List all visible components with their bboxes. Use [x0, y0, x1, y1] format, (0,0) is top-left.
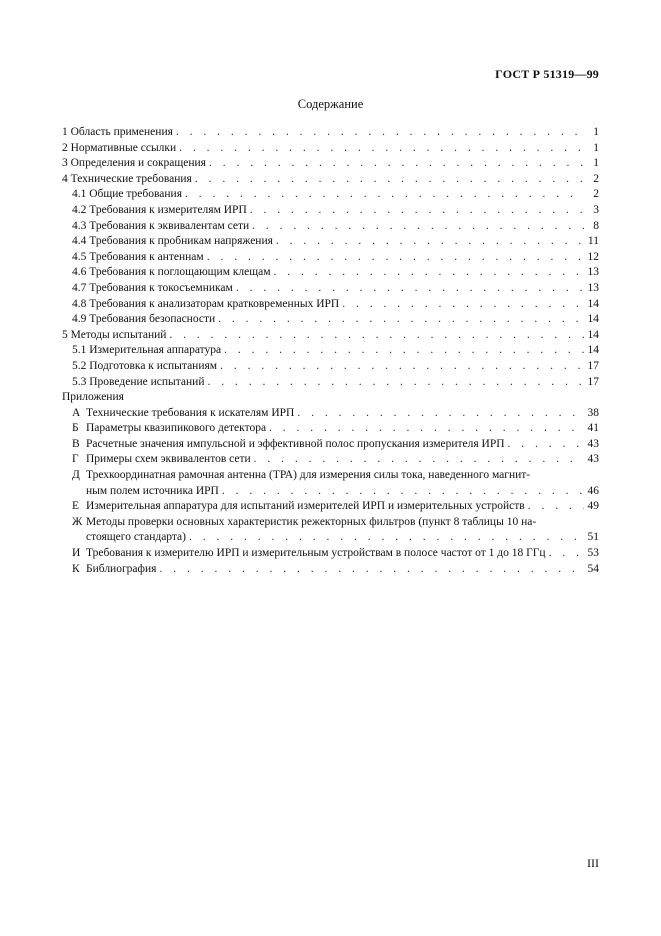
toc-leader-dots — [208, 375, 585, 391]
toc-entry-page: 13 — [587, 266, 599, 279]
appendix-title-line: стоящего стандарта) — [86, 531, 186, 544]
appendix-page: 51 — [587, 531, 599, 544]
toc-entry-title: 5.1 Измерительная аппаратура — [72, 344, 222, 357]
appendix-letter: И — [72, 547, 81, 560]
appendix-title-line: Технические требования к искателям ИРП — [86, 406, 295, 419]
toc-entry-title: 4.6 Требования к поглощающим клещам — [72, 266, 271, 279]
toc-entry-page: 1 — [593, 141, 599, 154]
toc-entry-page: 11 — [587, 235, 599, 248]
toc-leader-dots — [549, 546, 584, 562]
toc-entry-title: 4 Технические требования — [62, 172, 192, 185]
toc-entry[interactable] — [62, 172, 599, 188]
standard-designation: ГОСТ Р 51319—99 — [495, 67, 599, 81]
toc-entry[interactable] — [62, 343, 599, 359]
toc-entry[interactable] — [62, 281, 599, 297]
appendix-letter: К — [72, 562, 80, 575]
appendix-letter: А — [72, 406, 81, 419]
toc-entry[interactable] — [62, 359, 599, 375]
toc-entry-title: 5.3 Проведение испытаний — [72, 375, 205, 388]
toc-entry[interactable] — [62, 156, 599, 172]
toc-leader-dots — [250, 203, 584, 219]
toc-leader-dots — [274, 265, 584, 281]
toc-entry-title: 4.1 Общие требования — [72, 188, 182, 201]
appendix-heading-text: Приложения — [62, 391, 124, 404]
toc-leader-dots — [169, 328, 584, 344]
appendix-entry[interactable] — [62, 515, 599, 531]
appendix-entry[interactable] — [62, 452, 599, 468]
toc-entry-title: 4.3 Требования к эквивалентам сети — [72, 219, 250, 232]
appendix-title-line: Методы проверки основных характеристик режекторных фильтров (пункт 8 таблицы 10 на- — [86, 515, 537, 528]
toc-entry-page: 1 — [593, 126, 599, 138]
appendix-entry[interactable] — [62, 437, 599, 453]
appendix-letter: Б — [72, 422, 79, 435]
toc-entry[interactable] — [62, 187, 599, 203]
toc-entry[interactable] — [62, 234, 599, 250]
toc-entry-title: 5.2 Подготовка к испытаниям — [72, 359, 218, 372]
toc-entry[interactable] — [62, 375, 599, 391]
toc-entry[interactable] — [62, 203, 599, 219]
toc-entry-title: 4.4 Требования к пробникам напряжения — [72, 235, 273, 248]
toc-leader-dots — [222, 484, 584, 500]
toc-entry[interactable] — [62, 328, 599, 344]
appendix-title-line: ным полем источника ИРП — [86, 484, 219, 497]
appendix-title-line: Измерительная аппаратура для испытаний измерителей ИРП и измерительных устройств — [86, 500, 525, 513]
appendix-page: 46 — [587, 484, 599, 497]
toc-leader-dots — [252, 219, 584, 235]
toc-leader-dots — [508, 437, 584, 453]
toc-leader-dots — [276, 234, 584, 250]
appendix-entry[interactable] — [62, 421, 599, 437]
toc-entry-title: 1 Область применения — [62, 126, 173, 138]
appendix-entry-continuation[interactable] — [62, 530, 599, 546]
toc-entry-title: 4.7 Требования к токосъемникам — [72, 281, 233, 294]
appendix-letter: В — [72, 437, 80, 450]
appendix-letter: Г — [72, 453, 79, 466]
appendix-page: 43 — [587, 437, 599, 450]
appendix-entry[interactable] — [62, 499, 599, 515]
toc-title: Содержание — [297, 97, 364, 111]
toc-entry-page: 17 — [587, 359, 599, 372]
appendix-title-line: Расчетные значения импульсной и эффективной полос пропускания измерителя ИРП — [86, 437, 505, 450]
appendix-entry[interactable] — [62, 406, 599, 422]
appendix-page: 53 — [587, 547, 599, 560]
appendix-letter: Д — [72, 469, 80, 482]
toc-leader-dots — [218, 312, 584, 328]
toc-entry-title: 4.5 Требования к антеннам — [72, 250, 204, 263]
appendix-title-line: Требования к измерителю ИРП и измерительным устройствам в полосе частот от 1 до 18 ГГц — [86, 547, 546, 560]
toc-entry[interactable] — [62, 250, 599, 266]
appendix-heading — [62, 390, 599, 406]
toc-leader-dots — [269, 421, 584, 437]
toc-leader-dots — [254, 452, 584, 468]
toc-leader-dots — [159, 562, 584, 578]
toc-entry-title: 4.2 Требования к измерителям ИРП — [72, 203, 247, 216]
toc-leader-dots — [209, 156, 584, 172]
toc-leader-dots — [224, 343, 584, 359]
toc-entry-title: 4.8 Требования к анализаторам кратковременных ИРП — [72, 297, 340, 310]
toc-leader-dots — [189, 530, 584, 546]
appendix-entry[interactable] — [62, 562, 599, 578]
toc-leader-dots — [195, 172, 584, 188]
toc-entry-page: 14 — [587, 328, 599, 341]
toc-leader-dots — [297, 406, 584, 422]
toc-entry[interactable] — [62, 125, 599, 141]
appendix-page: 54 — [587, 562, 599, 575]
toc-entry-page: 1 — [593, 157, 599, 170]
appendix-letter: Ж — [72, 515, 83, 528]
toc-entry[interactable] — [62, 219, 599, 235]
toc-entry-title: 3 Определения и сокращения — [62, 157, 206, 170]
toc-leader-dots — [176, 125, 584, 141]
toc-entry-page: 2 — [593, 188, 599, 201]
toc-entry-page: 13 — [587, 281, 599, 294]
appendix-entry[interactable] — [62, 546, 599, 562]
toc-entry-page: 3 — [593, 203, 599, 216]
toc-leader-dots — [179, 141, 584, 157]
appendix-entry[interactable] — [62, 468, 599, 484]
toc-entry[interactable] — [62, 297, 599, 313]
toc-entry[interactable] — [62, 312, 599, 328]
toc-leader-dots — [220, 359, 584, 375]
toc-entry-page: 2 — [593, 172, 599, 185]
toc-leader-dots — [185, 187, 584, 203]
table-of-contents — [62, 125, 599, 577]
toc-entry-page: 14 — [587, 313, 599, 326]
appendix-title-line: Библиография — [86, 562, 157, 575]
toc-leader-dots — [342, 297, 584, 313]
toc-leader-dots — [236, 281, 584, 297]
appendix-entry-continuation[interactable] — [62, 484, 599, 500]
toc-entry-page: 17 — [587, 375, 599, 388]
appendix-page: 49 — [587, 500, 599, 513]
toc-leader-dots — [207, 250, 584, 266]
appendix-title-line: Примеры схем эквивалентов сети — [86, 453, 251, 466]
toc-entry-title: 4.9 Требования безопасности — [72, 313, 216, 326]
page-number: III — [587, 856, 599, 870]
toc-entry-page: 8 — [593, 219, 599, 232]
toc-entry-page: 12 — [587, 250, 599, 263]
toc-entry-title: 5 Методы испытаний — [62, 328, 167, 341]
toc-entry[interactable] — [62, 141, 599, 157]
appendix-page: 43 — [587, 453, 599, 466]
appendix-letter: Е — [72, 500, 80, 513]
appendix-title-line: Параметры квазипикового детектора — [86, 422, 267, 435]
appendix-page: 38 — [587, 406, 599, 419]
appendix-title-line: Трехкоординатная рамочная антенна (ТРА) для измерения силы тока, наведенного магнит- — [86, 469, 531, 482]
toc-entry-title: 2 Нормативные ссылки — [62, 141, 177, 154]
appendix-page: 41 — [587, 422, 599, 435]
toc-entry-page: 14 — [587, 344, 599, 357]
toc-entry-page: 14 — [587, 297, 599, 310]
toc-entry[interactable] — [62, 265, 599, 281]
toc-leader-dots — [528, 499, 584, 515]
